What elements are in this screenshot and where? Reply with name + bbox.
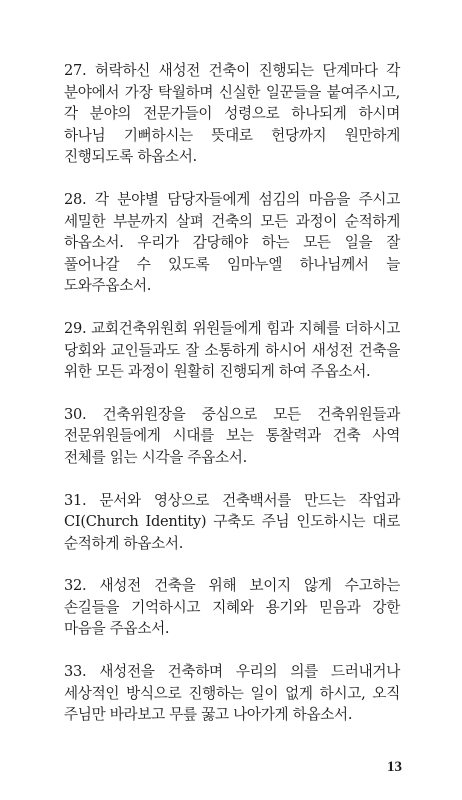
prayer-list [64,60,400,747]
prayer-item-32: 32. 새성전 건축을 위해 보이지 않게 수고하는 손길들을 기억하시고 지혜와 용기와 믿음과 강한 마음을 주옵소서. [64,577,400,638]
prayer-item-29: 29. 교회건축위원회 위원들에게 힘과 지혜를 더하시고 당회와 교인들과도 잘 소통하게 하시어 새성전 건축을 위한 모든 과정이 원활히 진행되게 하여 주옵소서. [64,319,400,381]
prayer-item-28: 28. 각 분야별 담당자들에게 섬김의 마음을 주시고 세밀한 부분까지 살펴 건축의 모든 과정이 순적하게 하옵소서. 우리가 감당해야 하는 모든 일을 잘 풀어나갈 수 있도록 임마누엘 하나님께서 늘 도와주옵소서. [64,190,400,295]
page-number: 13 [387,759,402,775]
prayer-item-27: 27. 허락하신 새성전 건축이 진행되는 단계마다 각 분야에서 가장 탁월하며 신실한 일꾼들을 붙여주시고, 각 분야의 전문가들이 성령으로 하나되게 하시며 하나님 기뻐하시는 뜻대로 헌당까지 원만하게 진행되도록 하옵소서. [64,62,400,166]
prayer-item-31: 31. 문서와 영상으로 건축백서를 만드는 작업과 CI(Church Identity) 구축도 주님 인도하시는 대로 순적하게 하옵소서. [64,491,400,552]
prayer-item-30: 30. 건축위원장을 중심으로 모든 건축위원들과 전문위원들에게 시대를 보는 통찰력과 건축 사역 전체를 읽는 시각을 주옵소서. [64,405,400,466]
prayer-item-33: 33. 새성전을 건축하며 우리의 의를 드러내거나 세상적인 방식으로 진행하는 일이 없게 하시고, 오직 주님만 바라보고 무릎 꿇고 나아가게 하옵소서. [64,663,400,724]
